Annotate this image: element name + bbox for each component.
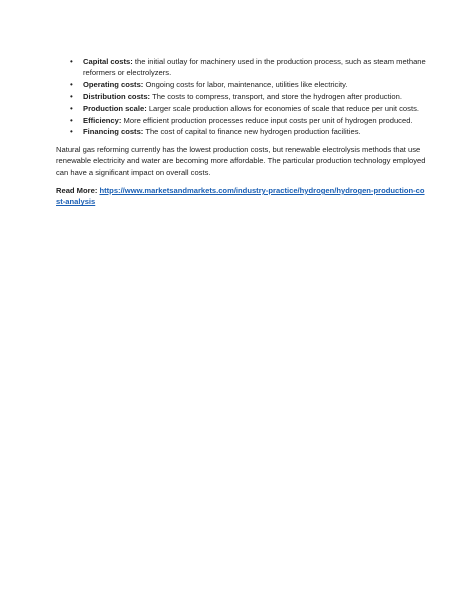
list-item-text: The costs to compress, transport, and store the hydrogen after production.	[150, 92, 402, 101]
list-item	[56, 56, 428, 79]
bullet-icon: •	[70, 115, 73, 125]
summary-paragraph: Natural gas reforming currently has the lowest production costs, but renewable electrolysis methods that use renewable electricity and water are becoming more affordable. The particular production technology employed can have a significant impact on overall costs.	[56, 144, 426, 177]
cost-factors-list	[56, 56, 428, 138]
list-item-term: Capital costs:	[83, 57, 133, 66]
bullet-icon: •	[70, 103, 73, 113]
bullet-icon: •	[70, 127, 73, 137]
list-item	[56, 103, 428, 114]
read-more-link[interactable]: https://www.marketsandmarkets.com/industry-practice/hydrogen/hydrogen-production-cost-analysis	[56, 186, 425, 207]
list-item-text: the initial outlay for machinery used in the production process, such as steam methane reformers or electrolyzers.	[83, 57, 426, 78]
list-item	[56, 79, 428, 90]
list-item-text: Larger scale production allows for economies of scale that reduce per unit costs.	[146, 103, 419, 113]
list-item-term: Distribution costs:	[83, 92, 151, 101]
list-item	[56, 115, 428, 126]
read-more	[56, 185, 428, 208]
list-item-term: Efficiency:	[83, 115, 122, 125]
bullet-icon: •	[70, 80, 73, 90]
list-item-text: More efficient production processes reduce input costs per unit of hydrogen produced.	[121, 115, 413, 125]
read-more-label: Read More:	[56, 186, 98, 196]
bullet-icon: •	[70, 57, 73, 66]
list-item-text: Ongoing costs for labor, maintenance, utilities like electricity.	[143, 80, 348, 90]
list-item-term: Operating costs:	[83, 80, 144, 90]
list-item-text: The cost of capital to finance new hydrogen production facilities.	[143, 127, 361, 137]
list-item-term: Financing costs:	[83, 127, 144, 137]
bullet-icon: •	[70, 92, 73, 101]
list-item-term: Production scale:	[83, 103, 147, 113]
document-body	[56, 56, 428, 208]
list-item	[56, 91, 428, 102]
list-item	[56, 126, 428, 137]
